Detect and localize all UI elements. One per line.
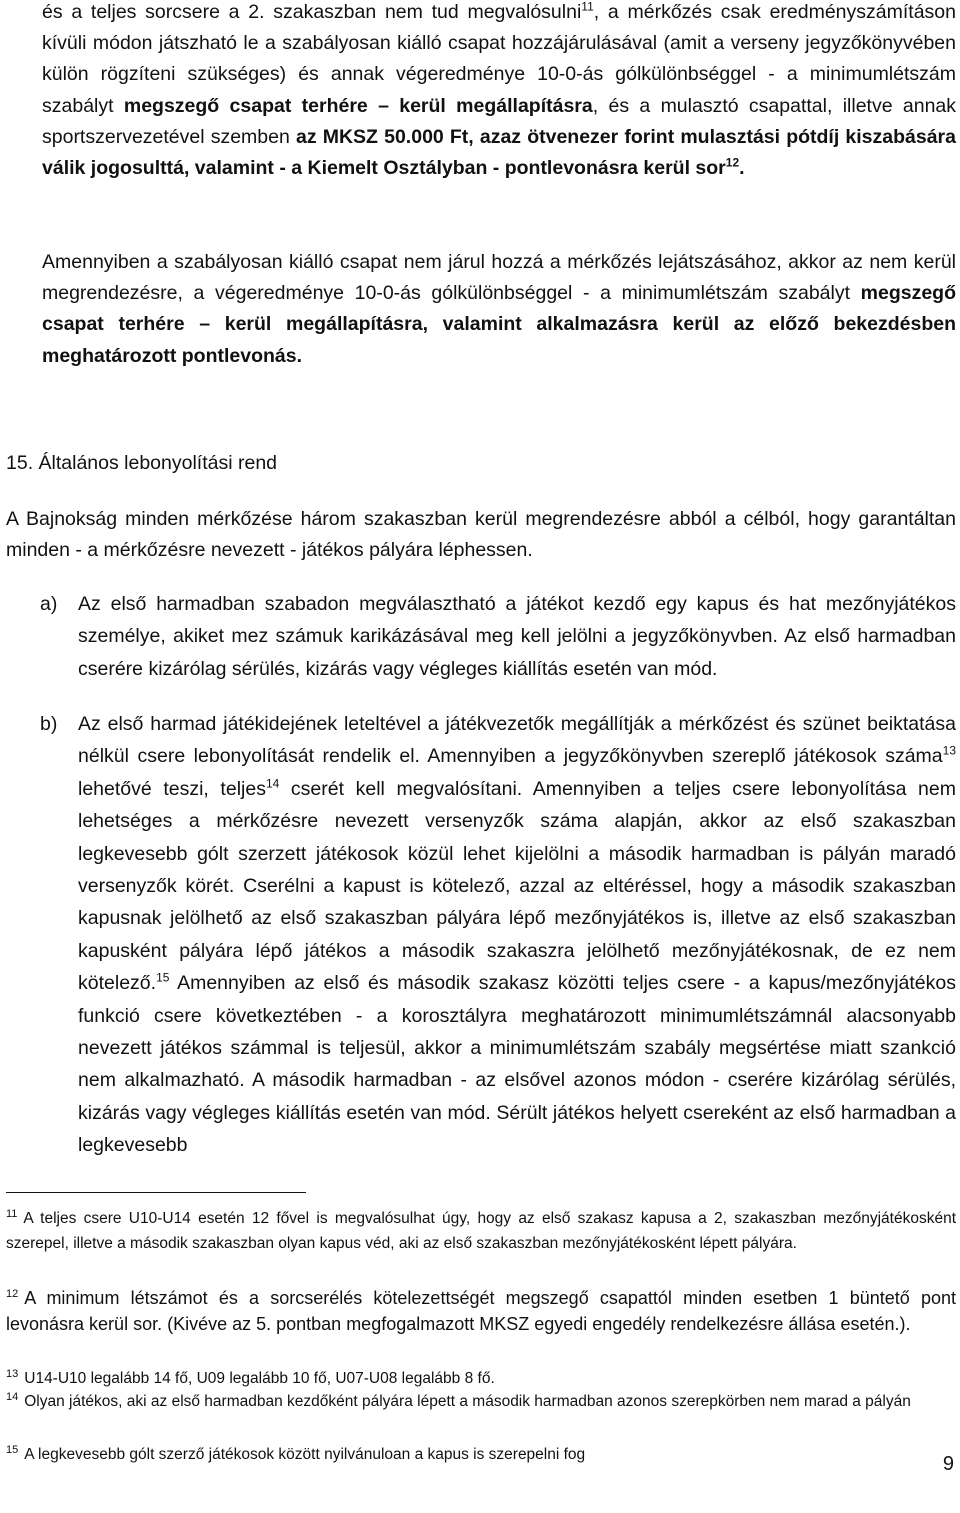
- footnote-text: A legkevesebb gólt szerző játékosok között nyilvánuloan a kapus is szerepelni fog: [24, 1446, 586, 1463]
- item-b-text-1: Az első harmad játékidejének leteltével a játékvezetők megállítják a mérkőzést és szünet beiktatása nélkül csere lebonyolítását rendelik el. Amennyiben a jegyzőkönyvben szereplő játékosok száma: [78, 713, 956, 768]
- footnote-text: A minimum létszámot és a sorcserélés kötelezettségét megszegő csapattól minden esetben 1 büntető pont levonásra kerül sor. (Kivéve az 5. pontban megfogalmazott MKSZ egyedi engedély rendelkezésre állása esetén.).: [6, 1288, 956, 1334]
- item-b-text-4: Amennyiben az első és második szakasz közötti teljes csere - a kapus/mezőnyjátékos funkció csere következtében - a korosztályra meghatározott minimumlétszámnál alacsonyabb nevezett játékos számmal is teljesül, akkor a minimumlétszám szabály megsértése miatt szankció nem alkalmazható. A második harmadban - az elsővel azonos módon - cserére kizárólag sérülés, kizárás vagy végleges kiállítás esetén van mód. Sérült játékos helyett csereként az első harmadban a legkevesebb: [78, 972, 956, 1157]
- item-b-text-2: lehetővé teszi, teljes: [78, 777, 266, 800]
- footnote-number: 14: [6, 1390, 19, 1403]
- para1-text-2: , a mérkőzés csak eredményszámításon kívüli módon játszható le a szabályosan kiálló csapat hozzájárulásával (amit a verseny jegyzőkönyvében külön rögzíteni szükséges) és annak végeredménye 10-0-ás gólkülönbséggel - a minimumlétszám szabályt: [42, 1, 956, 117]
- item-b-text-3: cserét kell megvalósítani. Amennyiben a teljes csere lebonyolítása nem lehetséges a mérkőzésre nevezett versenyzők száma alapján, akkor az első szakaszban legkevesebb gólt szerzett játékosok közül lehet kijelölni a második harmadban is pályán maradó versenyzők körét. Cserélni a kapust is kötelező, azzal az eltéréssel, hogy a második szakaszban kapusnak jelölhető az első szakaszban pályára lépő mezőnyjátékos is, illetve az első szakaszban kapusként pályára lépő játékos a második szakaszra jelölhető mezőnyjátékosnak, de ez nem kötelező.: [78, 777, 956, 995]
- footnote-text: Olyan játékos, aki az első harmadban kezdőként pályára lépett a második harmadban azonos szerepkörben nem marad a pályán: [24, 1393, 911, 1410]
- list-item-text: Az első harmadban szabadon megválasztható a játékot kezdő egy kapus és hat mezőnyjátékos személye, akiket mez számuk karikázásával meg kell jelölni a jegyzőkönyvben. Az első harmadban cserére kizárólag sérülés, kizárás vagy végleges kiállítás esetén van mód.: [78, 593, 956, 680]
- footnote-ref-13[interactable]: 13: [942, 743, 956, 758]
- para2-bold-1: megszegő csapat terhére – kerül megállapításra, valamint alkalmazásra kerül az előző bekezdésben meghatározott pontlevonás.: [42, 282, 956, 367]
- para1-text-1: és a teljes sorcsere a 2. szakaszban nem tud megvalósulni: [42, 1, 582, 23]
- paragraph-intro: A Bajnokság minden mérkőzése három szakaszban kerül megrendezésre abból a célból, hogy garantáltan minden - a mérkőzésre nevezett - játékos pályára léphessen.: [6, 508, 956, 562]
- footnote-number: 12: [6, 1288, 19, 1300]
- list-item-label: a): [40, 593, 58, 615]
- para1-text-4: .: [739, 157, 745, 180]
- footnote-number: 13: [6, 1367, 19, 1380]
- footnote-15: [6, 1443, 956, 1468]
- footnote-ref-11[interactable]: 11: [581, 0, 594, 14]
- footnote-13: [6, 1367, 956, 1392]
- para1-bold-1: megszegő csapat terhére – kerül megállapításra: [123, 94, 593, 117]
- footnote-ref-14[interactable]: 14: [265, 776, 280, 791]
- footnote-number: 11: [6, 1207, 18, 1220]
- footnote-number: 15: [6, 1443, 19, 1456]
- footnote-11: [6, 1207, 956, 1256]
- footnote-ref-12[interactable]: 12: [725, 155, 740, 170]
- footnote-separator: [6, 1192, 306, 1193]
- paragraph-hozzajarulas: [42, 247, 956, 372]
- footnote-14: [6, 1390, 956, 1415]
- footnote-text: A teljes csere U10-U14 esetén 12 fővel is megvalósulhat úgy, hogy az első szakasz kapusa a 2, szakaszban mezőnyjátékosként szerepel, illetve a második szakaszban olyan kapus véd, aki az első szakaszban mezőnyjátékosként lépett pályára.: [6, 1210, 956, 1252]
- para1-text-3: , és a mulasztó csapattal, illetve annak sportszervezetével szemben: [42, 94, 957, 148]
- paragraph-sorcsere: [42, 0, 956, 184]
- section-heading: 15. Általános lebonyolítási rend: [6, 452, 278, 474]
- footnote-12: [6, 1285, 956, 1337]
- para1-bold-2: az MKSZ 50.000 Ft, azaz ötvenezer forint mulasztási pótdíj kiszabására válik jogosulttá, valamint - a Kiemelt Osztályban - pontlevonásra kerül sor: [42, 125, 956, 180]
- list-item-label: b): [40, 713, 58, 735]
- footnote-ref-15[interactable]: 15: [156, 970, 170, 985]
- page-number: 9: [942, 1453, 954, 1475]
- list-item-text: [78, 708, 956, 1162]
- footnote-text: U14-U10 legalább 14 fő, U09 legalább 10 fő, U07-U08 legalább 8 fő.: [24, 1370, 495, 1387]
- para2-text-1: Amennyiben a szabályosan kiálló csapat nem járul hozzá a mérkőzés lejátszásához, akkor az nem kerül megrendezésre, a végeredménye 10-0-ás gólkülönbséggel - a minimumlétszám szabályt: [42, 251, 956, 305]
